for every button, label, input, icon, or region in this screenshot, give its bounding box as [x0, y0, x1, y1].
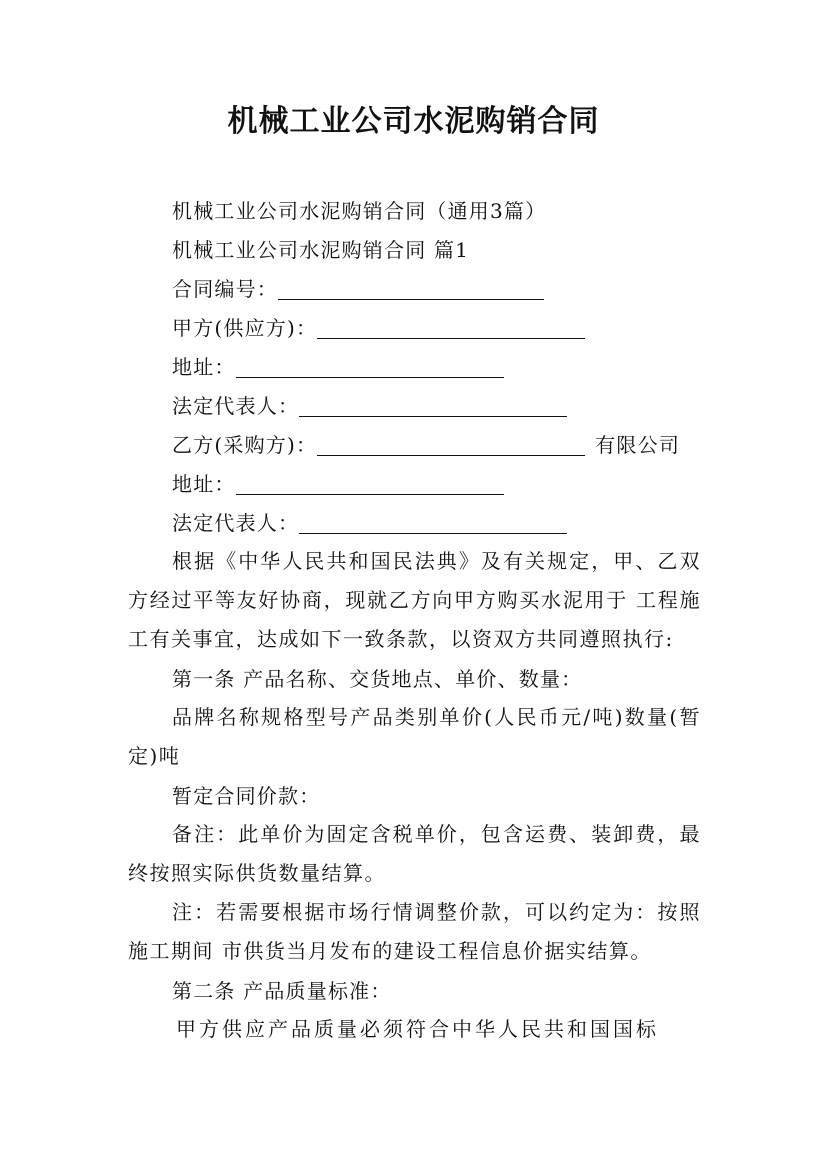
- address-b-row: [172, 469, 767, 499]
- address-b-blank: [236, 472, 504, 495]
- party-a-label: 甲方(供应方)：: [172, 316, 318, 340]
- article-1-title: 第一条 产品名称、交货地点、单价、数量：: [172, 667, 583, 691]
- note-1-paragraph: 备注：此单价为固定含税单价，包含运费、装卸费，最终按照实际供货数量结算。: [128, 822, 701, 885]
- party-b-row: [172, 430, 767, 460]
- party-b-suffix: 有限公司: [595, 433, 681, 457]
- address-a-label: 地址：: [172, 355, 236, 379]
- product-paragraph: 品牌名称规格型号产品类别单价(人民币元/吨)数量(暂定)吨: [128, 705, 701, 768]
- legal-rep-a-row: [172, 391, 767, 421]
- contract-number-label: 合同编号：: [172, 277, 278, 301]
- document-subtitle: 机械工业公司水泥购销合同（通用3篇）: [172, 199, 547, 223]
- quality-paragraph: 甲方供应产品质量必须符合中华人民共和国国标: [176, 1017, 659, 1041]
- party-a-row: [172, 313, 767, 343]
- tentative-price-label: 暂定合同价款：: [172, 784, 321, 808]
- contract-number-blank: [278, 277, 544, 300]
- party-a-blank: [317, 316, 585, 339]
- document-title: 机械工业公司水泥购销合同: [227, 104, 600, 139]
- contract-number-row: [172, 274, 767, 304]
- legal-rep-a-blank: [299, 394, 567, 417]
- basis-paragraph: 根据《中华人民共和国民法典》及有关规定，甲、乙双方经过平等友好协商，现就乙方向甲方购买水泥用于 工程施工有关事宜，达成如下一致条款，以资双方共同遵照执行:: [128, 549, 701, 651]
- address-b-label: 地址：: [172, 472, 236, 496]
- legal-rep-b-row: [172, 508, 767, 538]
- note-2-paragraph: 注：若需要根据市场行情调整价款，可以约定为：按照施工期间 市供货当月发布的建设工程信息价据实结算。: [128, 900, 701, 963]
- section-label: 机械工业公司水泥购销合同 篇1: [172, 238, 470, 262]
- address-a-blank: [236, 355, 504, 378]
- legal-rep-b-blank: [299, 511, 567, 534]
- legal-rep-a-label: 法定代表人：: [172, 394, 300, 418]
- party-b-blank: [317, 433, 585, 456]
- address-a-row: [172, 352, 767, 382]
- party-b-label: 乙方(采购方)：: [172, 433, 318, 457]
- legal-rep-b-label: 法定代表人：: [172, 511, 300, 535]
- article-2-title: 第二条 产品质量标准：: [172, 979, 392, 1003]
